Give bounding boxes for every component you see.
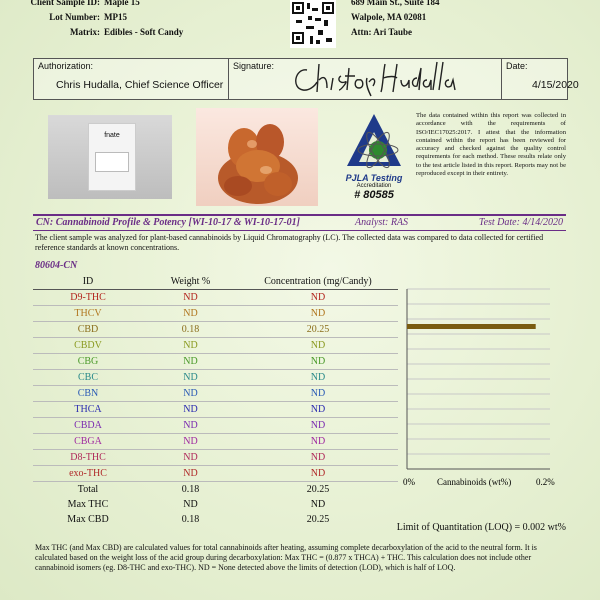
- col-weight-header: Weight %: [143, 274, 238, 290]
- cell-conc: ND: [238, 306, 398, 322]
- test-date: Test Date: 4/14/2020: [478, 217, 563, 228]
- cell-id: CBDA: [33, 418, 143, 434]
- cannabinoid-chart: [402, 289, 562, 487]
- section-title: CN: Cannabinoid Profile & Potency [WI-10-17 & WI-10-17-01]: [36, 217, 300, 228]
- cell-conc: ND: [238, 418, 398, 434]
- cell-id: CBN: [33, 386, 143, 402]
- sample-code: 80604-CN: [35, 260, 78, 271]
- accreditation-org: PJLA Testing: [345, 173, 403, 183]
- totals-row: [33, 512, 398, 527]
- accreditation-number: # 80585: [354, 189, 394, 201]
- total-cell-id: Total: [33, 482, 143, 498]
- client-sample-id: Maple 15: [104, 0, 140, 7]
- address-line-2: Walpole, MA 02081: [351, 12, 427, 22]
- totals-row: [33, 497, 398, 512]
- loq-note: Limit of Quantitation (LOQ) = 0.002 wt%: [396, 522, 566, 533]
- total-cell-conc: ND: [310, 499, 326, 510]
- cell-id: THCV: [33, 306, 143, 322]
- cell-id: D9-THC: [33, 290, 143, 306]
- cell-weight: ND: [143, 386, 238, 402]
- authorization-label: Authorization:: [38, 61, 94, 71]
- cell-conc: ND: [238, 386, 398, 402]
- cell-id: CBGA: [33, 434, 143, 450]
- chart-x-label: Cannabinoids (wt%): [437, 477, 512, 487]
- cell-id: CBG: [33, 354, 143, 370]
- address-line-1: 689 Main St., Suite 184: [351, 0, 440, 7]
- cell-conc: ND: [238, 338, 398, 354]
- client-sample-id-label: Client Sample ID:: [30, 0, 100, 7]
- matrix-label: Matrix:: [70, 27, 100, 37]
- signature: [289, 58, 479, 98]
- matrix: Edibles - Soft Candy: [104, 27, 184, 37]
- package: [88, 123, 136, 191]
- sample-candy-photo: [196, 108, 318, 206]
- authorizer-name: Chris Hudalla, Chief Science Officer: [56, 79, 224, 91]
- cell-weight: ND: [143, 370, 238, 386]
- total-cell-weight: ND: [183, 499, 198, 510]
- cell-weight: ND: [143, 402, 238, 418]
- table-row: [33, 290, 398, 306]
- cell-conc: ND: [238, 354, 398, 370]
- cell-weight: ND: [143, 290, 238, 306]
- total-cell-conc: 20.25: [238, 482, 398, 498]
- cell-weight: ND: [143, 338, 238, 354]
- attestation-statement: The data contained within this report was collected in accordance with the requirements of ISO/IEC17025:2017. I attest that the information contained within the report has been reviewed for accuracy and checked against the quality control requirements for each method. These results relate only to the test article listed in this report. Reports may not be reproduced except in their entirety.: [416, 112, 566, 178]
- signature-label: Signature:: [233, 61, 275, 71]
- table-row: [33, 386, 398, 402]
- cell-weight: ND: [143, 450, 238, 466]
- cell-conc: ND: [238, 290, 398, 306]
- report-date: 4/15/2020: [532, 79, 579, 91]
- lot-number-label: Lot Number:: [49, 12, 100, 22]
- cell-conc: 20.25: [238, 322, 398, 338]
- total-cell-weight: 0.18: [143, 482, 238, 498]
- chart-tick-min: 0%: [403, 477, 415, 487]
- totals-row: [33, 482, 398, 498]
- accreditation-sub: Accreditation: [356, 183, 392, 189]
- table-row: [33, 402, 398, 418]
- table-row: [33, 466, 398, 482]
- table-row: [33, 354, 398, 370]
- lot-number: MP15: [104, 12, 127, 22]
- total-cell-weight: 0.18: [181, 514, 200, 525]
- total-cell-id: Max CBD: [67, 514, 109, 525]
- cell-conc: ND: [238, 402, 398, 418]
- chart-tick-max: 0.2%: [536, 477, 555, 487]
- cell-conc: ND: [238, 370, 398, 386]
- attn: Attn: Ari Taube: [351, 27, 413, 37]
- table-row: [33, 450, 398, 466]
- cell-weight: ND: [143, 418, 238, 434]
- qr-code: [290, 0, 336, 48]
- cell-id: CBC: [33, 370, 143, 386]
- cell-conc: ND: [238, 434, 398, 450]
- table-row: [33, 338, 398, 354]
- cell-weight: ND: [143, 434, 238, 450]
- total-cell-conc: 20.25: [306, 514, 330, 525]
- footnote: Max THC (and Max CBD) are calculated values for total cannabinoids after heating, assuming complete decarboxylation of the acid to the neutral form. It is calculated based on the weight loss of the acid group during decarboxylation: Max THC = (0.877 x THCA) + THC. This calculation does not include other cannabinoid isomers (eg. D8-THC and exo-THC). ND = None detected above the limits of detection (LOD), which is half of LOQ.: [35, 543, 537, 572]
- col-id-header: ID: [33, 274, 143, 290]
- cell-conc: ND: [238, 466, 398, 482]
- table-row: [33, 418, 398, 434]
- potency-table: [33, 274, 398, 527]
- analyst: Analyst: RAS: [355, 217, 409, 228]
- cell-weight: ND: [143, 354, 238, 370]
- method-description: The client sample was analyzed for plant-based cannabinoids by Liquid Chromatography (LC). The collected data was compared to data collected for certified reference standards at known concentrations.: [35, 233, 544, 252]
- cell-id: CBDV: [33, 338, 143, 354]
- product-package-photo: [48, 115, 172, 199]
- table-row: [33, 306, 398, 322]
- date-label: Date:: [506, 61, 528, 71]
- cell-weight: 0.18: [143, 322, 238, 338]
- authorization-box: [33, 58, 579, 100]
- table-row: [33, 434, 398, 450]
- table-row: [33, 370, 398, 386]
- cell-weight: ND: [143, 306, 238, 322]
- cell-id: D8-THC: [33, 450, 143, 466]
- cell-weight: ND: [143, 466, 238, 482]
- table-row: [33, 322, 398, 338]
- chart-bar-cbd: [407, 324, 536, 329]
- pjla-accreditation-logo: [337, 110, 411, 202]
- cell-id: CBD: [33, 322, 143, 338]
- cell-id: THCA: [33, 402, 143, 418]
- section-header: [33, 214, 566, 231]
- cell-id: exo-THC: [33, 466, 143, 482]
- total-cell-id: Max THC: [67, 499, 109, 510]
- cell-conc: ND: [238, 450, 398, 466]
- col-conc-header: Concentration (mg/Candy): [238, 274, 398, 290]
- chart-svg: [402, 289, 562, 487]
- package-label: fnate: [104, 132, 120, 139]
